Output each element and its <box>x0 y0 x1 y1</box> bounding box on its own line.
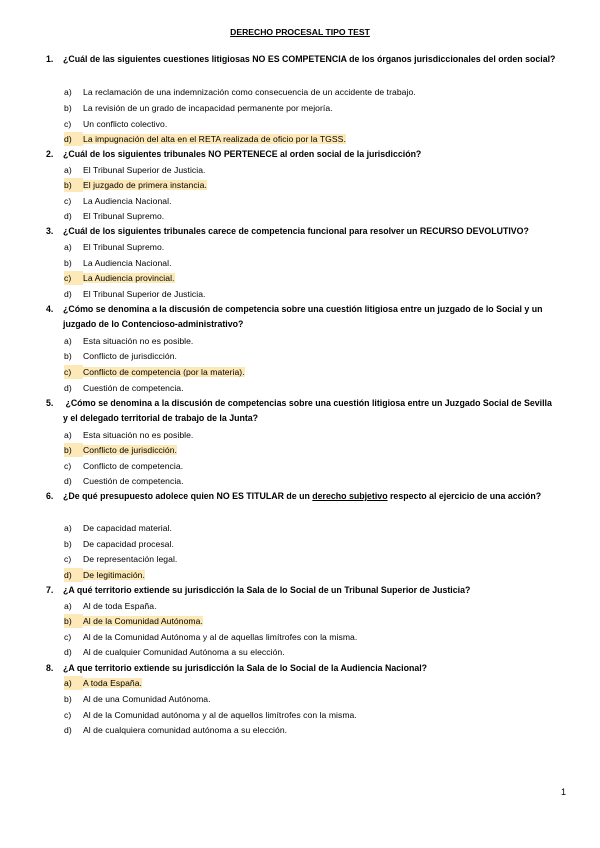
option-4d[interactable] <box>64 381 184 395</box>
option-letter: c) <box>64 365 83 379</box>
option-3b[interactable] <box>64 256 172 270</box>
option-8b[interactable] <box>64 692 211 706</box>
option-5c[interactable] <box>64 459 183 473</box>
option-text-highlighted: El juzgado de primera instancia. <box>83 180 207 190</box>
option-text: Al de cualquiera comunidad autónoma a su elección. <box>83 725 288 735</box>
option-4a[interactable] <box>64 334 193 348</box>
option-letter: d) <box>64 568 83 582</box>
question-number: 8. <box>46 663 54 673</box>
question-4 <box>46 302 556 332</box>
option-5a[interactable] <box>64 428 193 442</box>
option-8c[interactable] <box>64 708 357 722</box>
option-letter: b) <box>64 178 83 192</box>
option-text: Cuestión de competencia. <box>83 383 184 393</box>
option-text: Esta situación no es posible. <box>83 336 194 346</box>
question-number: 5. <box>46 398 54 408</box>
page-number: 1 <box>560 787 566 797</box>
option-text: La Audiencia Nacional. <box>83 258 172 268</box>
option-letter: a) <box>64 601 72 611</box>
option-text: El Tribunal Superior de Justicia. <box>83 289 206 299</box>
question-number: 2. <box>46 149 54 159</box>
option-text: De capacidad material. <box>83 523 172 533</box>
question-1 <box>46 52 556 67</box>
question-2 <box>46 147 556 162</box>
option-6a[interactable] <box>64 521 172 535</box>
option-letter: b) <box>64 351 72 361</box>
question-text-part: respecto al ejercicio de una acción? <box>387 491 542 501</box>
option-text-highlighted: Al de la Comunidad Autónoma. <box>83 616 203 626</box>
question-text: ¿Cómo se denomina a la discusión de competencia sobre una cuestión litigiosa entre un juzgado de lo Social y un juzgado de lo Contencioso-administrativo? <box>63 304 543 329</box>
option-8a[interactable] <box>64 676 142 690</box>
option-text: La reclamación de una indemnización como consecuencia de un accidente de trabajo. <box>83 87 416 97</box>
option-letter: d) <box>64 383 72 393</box>
option-text: El Tribunal Superior de Justicia. <box>83 165 206 175</box>
question-text: ¿Cuál de las siguientes cuestiones litigiosas NO ES COMPETENCIA de los órganos jurisdiccionales del orden social? <box>63 54 556 64</box>
option-7c[interactable] <box>64 630 357 644</box>
option-text: Conflicto de jurisdicción. <box>83 351 177 361</box>
question-text-part: ¿De qué presupuesto adolece quien NO ES TITULAR de un <box>63 491 313 501</box>
option-letter: b) <box>64 694 72 704</box>
option-text: El Tribunal Supremo. <box>83 242 165 252</box>
option-letter: d) <box>64 647 72 657</box>
option-text-highlighted: De legitimación. <box>83 570 145 580</box>
option-4c[interactable] <box>64 365 245 379</box>
option-3d[interactable] <box>64 287 206 301</box>
option-text: De representación legal. <box>83 554 178 564</box>
option-5b[interactable] <box>64 443 177 457</box>
option-letter: a) <box>64 430 72 440</box>
option-letter: c) <box>64 119 72 129</box>
option-letter: a) <box>64 336 72 346</box>
option-letter: d) <box>64 211 72 221</box>
option-text: Al de la Comunidad autónoma y al de aquellos limítrofes con la misma. <box>83 710 357 720</box>
option-letter: a) <box>64 523 72 533</box>
option-7d[interactable] <box>64 645 285 659</box>
option-8d[interactable] <box>64 723 287 737</box>
option-letter: b) <box>64 258 72 268</box>
question-text: ¿Cómo se denomina a la discusión de competencias sobre una cuestión litigiosa entre un Juzgado Social de Sevilla y el delegado territorial de trabajo de la Junta? <box>63 398 555 423</box>
question-5 <box>46 396 556 426</box>
option-2a[interactable] <box>64 163 206 177</box>
question-number: 4. <box>46 304 54 314</box>
option-text: Al de toda España. <box>83 601 157 611</box>
option-letter: b) <box>64 614 83 628</box>
option-4b[interactable] <box>64 349 177 363</box>
question-7 <box>46 583 556 598</box>
question-3 <box>46 224 556 239</box>
option-text: Al de una Comunidad Autónoma. <box>83 694 211 704</box>
option-1d[interactable] <box>64 132 346 146</box>
option-1b[interactable] <box>64 101 333 115</box>
option-letter: c) <box>64 632 72 642</box>
question-number: 6. <box>46 491 54 501</box>
option-text-highlighted: Conflicto de competencia (por la materia). <box>83 367 245 377</box>
question-6 <box>46 489 556 504</box>
option-6c[interactable] <box>64 552 177 566</box>
option-3a[interactable] <box>64 240 164 254</box>
option-letter: a) <box>64 676 83 690</box>
option-text-highlighted: La impugnación del alta en el RETA realizada de oficio por la TGSS. <box>83 134 346 144</box>
option-text: Conflicto de competencia. <box>83 461 184 471</box>
question-number: 1. <box>46 54 54 64</box>
question-text: ¿Cuál de los siguientes tribunales NO PERTENECE al orden social de la jurisdicción? <box>63 149 422 159</box>
option-letter: d) <box>64 476 72 486</box>
option-letter: b) <box>64 539 72 549</box>
option-letter: a) <box>64 242 72 252</box>
question-number: 3. <box>46 226 54 236</box>
question-text: ¿A qué territorio extiende su jurisdicción la Sala de lo Social de un Tribunal Superior de Justicia? <box>63 585 471 595</box>
option-1c[interactable] <box>64 117 167 131</box>
option-text-highlighted: La Audiencia provincial. <box>83 273 175 283</box>
option-text: La revisión de un grado de incapacidad permanente por mejoría. <box>83 103 333 113</box>
option-letter: c) <box>64 461 72 471</box>
option-7b[interactable] <box>64 614 203 628</box>
option-text: Esta situación no es posible. <box>83 430 194 440</box>
underlined-term: derecho subjetivo <box>312 491 388 501</box>
option-text: El Tribunal Supremo. <box>83 211 165 221</box>
option-letter: c) <box>64 196 72 206</box>
option-text: Un conflicto colectivo. <box>83 119 168 129</box>
option-letter: d) <box>64 289 72 299</box>
option-2d[interactable] <box>64 209 164 223</box>
option-text: Al de la Comunidad Autónoma y al de aquellas limítrofes con la misma. <box>83 632 358 642</box>
option-6d[interactable] <box>64 568 145 582</box>
option-text: Al de cualquier Comunidad Autónoma a su elección. <box>83 647 285 657</box>
option-letter: d) <box>64 725 72 735</box>
option-letter: d) <box>64 132 83 146</box>
option-text: Cuestión de competencia. <box>83 476 184 486</box>
question-text <box>63 489 556 504</box>
option-letter: c) <box>64 554 72 564</box>
option-text-highlighted: A toda España. <box>83 678 142 688</box>
option-text: De capacidad procesal. <box>83 539 174 549</box>
option-6b[interactable] <box>64 537 174 551</box>
option-2b[interactable] <box>64 178 207 192</box>
option-letter: c) <box>64 710 72 720</box>
option-7a[interactable] <box>64 599 157 613</box>
option-letter: b) <box>64 103 72 113</box>
option-5d[interactable] <box>64 474 184 488</box>
option-letter: a) <box>64 87 72 97</box>
option-letter: c) <box>64 271 83 285</box>
question-text: ¿A que territorio extiende su jurisdicción la Sala de lo Social de la Audiencia Nacional? <box>63 663 428 673</box>
question-number: 7. <box>46 585 54 595</box>
question-8 <box>46 661 556 676</box>
option-letter: b) <box>64 443 83 457</box>
option-3c[interactable] <box>64 271 175 285</box>
page-title: DERECHO PROCESAL TIPO TEST <box>230 27 370 37</box>
option-letter: a) <box>64 165 72 175</box>
option-1a[interactable] <box>64 85 416 99</box>
option-text-highlighted: Conflicto de jurisdicción. <box>83 445 177 455</box>
option-2c[interactable] <box>64 194 172 208</box>
question-text: ¿Cuál de los siguientes tribunales carece de competencia funcional para resolver un RECURSO DEVOLUTIVO? <box>63 226 529 236</box>
option-text: La Audiencia Nacional. <box>83 196 172 206</box>
